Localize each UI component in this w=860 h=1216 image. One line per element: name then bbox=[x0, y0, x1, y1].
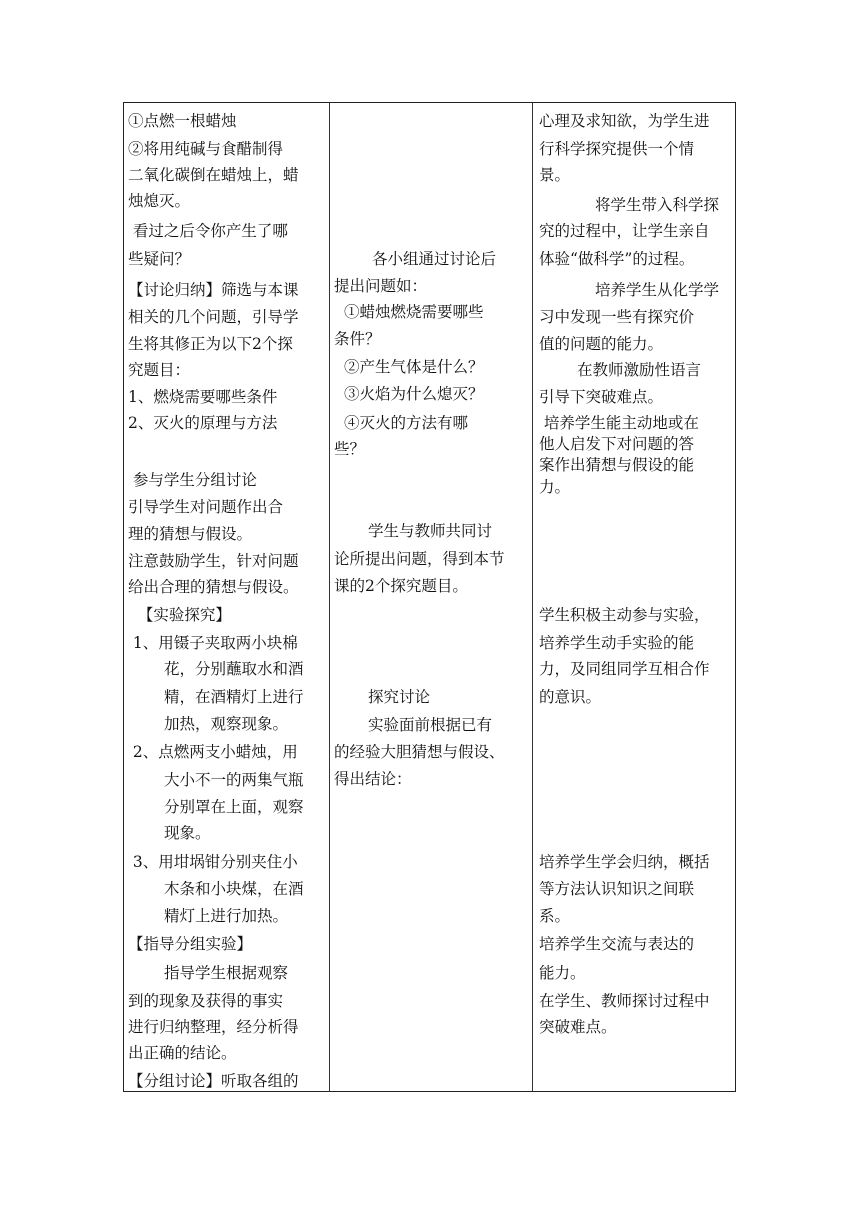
text-line: 力，及同组同学互相合作 bbox=[539, 660, 710, 678]
text-line: 培养学生交流与表达的 bbox=[539, 935, 695, 953]
text-line: 突破难点。 bbox=[539, 1018, 617, 1036]
text-line: 案作出猜想与假设的能 bbox=[539, 456, 695, 474]
text-line: 引导下突破难点。 bbox=[539, 388, 664, 406]
text-line: 他人启发下对问题的答 bbox=[539, 435, 695, 453]
text-line: 学生与教师共同讨 bbox=[368, 522, 493, 540]
text-line: 【实验探究】 bbox=[128, 606, 231, 624]
text-line: 木条和小块煤，在酒 bbox=[164, 880, 304, 898]
text-line: 加热，观察现象。 bbox=[164, 715, 289, 733]
text-line: 理的猜想与假设。 bbox=[128, 525, 253, 543]
text-line: 引导学生对问题作出合 bbox=[128, 498, 284, 516]
text-line: 能力。 bbox=[539, 964, 586, 982]
text-line: 给出合理的猜想与假设。 bbox=[128, 578, 299, 596]
text-line: 些疑问？ bbox=[128, 250, 191, 268]
text-line: ③火焰为什么熄灭？ bbox=[344, 385, 484, 403]
text-line: 到的现象及获得的事实 bbox=[128, 992, 284, 1010]
text-line: 课的2个探究题目。 bbox=[334, 577, 468, 595]
text-line: 2、点燃两支小蜡烛，用 bbox=[128, 743, 298, 761]
text-line: 培养学生学会归纳，概括 bbox=[539, 853, 710, 871]
text-line: ④灭火的方法有哪 bbox=[344, 414, 469, 432]
text-line: 将学生带入科学探 bbox=[595, 196, 720, 214]
text-line: 1、用镊子夹取两小块棉 bbox=[128, 634, 298, 652]
text-line: 指导学生根据观察 bbox=[164, 964, 289, 982]
lesson-plan-table bbox=[123, 102, 736, 1092]
text-line: 培养学生能主动地或在 bbox=[539, 414, 699, 432]
text-line: 等方法认识知识之间联 bbox=[539, 880, 695, 898]
text-line: 习中发现一些有探究价 bbox=[539, 308, 695, 326]
text-line: 3、用坩埚钳分别夹住小 bbox=[128, 853, 298, 871]
text-line: 1、燃烧需要哪些条件 bbox=[128, 388, 278, 406]
text-line: 【讨论归纳】筛选与本课 bbox=[128, 281, 299, 299]
text-line: 花，分别蘸取水和酒 bbox=[164, 660, 304, 678]
text-line: 出正确的结论。 bbox=[128, 1044, 237, 1062]
text-line: 景。 bbox=[539, 166, 571, 184]
text-line: 进行归纳整理，经分析得 bbox=[128, 1018, 299, 1036]
text-line: 的意识。 bbox=[539, 688, 602, 706]
text-line: 力。 bbox=[539, 478, 571, 496]
text-line: ①蜡烛燃烧需要哪些 bbox=[344, 303, 484, 321]
text-line: 精灯上进行加热。 bbox=[164, 907, 289, 925]
text-line: 值的问题的能力。 bbox=[539, 335, 664, 353]
text-line: 行科学探究提供一个情 bbox=[539, 140, 695, 158]
column-divider-2 bbox=[532, 103, 533, 1091]
text-line: 2、灭火的原理与方法 bbox=[128, 414, 278, 432]
text-line: ②将用纯碱与食醋制得 bbox=[128, 140, 284, 158]
text-line: 学生积极主动参与实验， bbox=[539, 606, 710, 624]
text-line: 生将其修正为以下2个探 bbox=[128, 335, 293, 353]
text-line: 提出问题如： bbox=[334, 277, 428, 295]
text-line: 培养学生从化学学 bbox=[595, 281, 720, 299]
text-line: ①点燃一根蜡烛 bbox=[128, 112, 237, 130]
text-line: 看过之后令你产生了哪 bbox=[128, 222, 288, 240]
text-line: 的经验大胆猜想与假设、 bbox=[334, 743, 505, 761]
text-line: 在学生、教师探讨过程中 bbox=[539, 992, 710, 1010]
text-line: 得出结论： bbox=[334, 770, 412, 788]
column-divider-1 bbox=[329, 103, 330, 1091]
text-line: 实验面前根据已有 bbox=[368, 716, 493, 734]
text-line: 大小不一的两集气瓶 bbox=[164, 771, 304, 789]
text-line: 参与学生分组讨论 bbox=[128, 471, 257, 489]
text-line: 相关的几个问题，引导学 bbox=[128, 308, 299, 326]
text-line: ②产生气体是什么？ bbox=[344, 358, 484, 376]
text-line: 探究讨论 bbox=[368, 688, 431, 706]
text-line: 注意鼓励学生，针对问题 bbox=[128, 552, 299, 570]
text-line: 究题目： bbox=[128, 361, 191, 379]
text-line: 系。 bbox=[539, 907, 571, 925]
text-line: 烛熄灭。 bbox=[128, 192, 191, 210]
text-line: 二氧化碳倒在蜡烛上，蜡 bbox=[128, 166, 299, 184]
text-line: 现象。 bbox=[164, 824, 211, 842]
text-line: 分别罩在上面，观察 bbox=[164, 798, 304, 816]
text-line: 条件？ bbox=[334, 330, 381, 348]
text-line: 心理及求知欲，为学生进 bbox=[539, 112, 710, 130]
text-line: 培养学生动手实验的能 bbox=[539, 634, 695, 652]
text-line: 精，在酒精灯上进行 bbox=[164, 688, 304, 706]
text-line: 【指导分组实验】 bbox=[128, 935, 253, 953]
text-line: 论所提出问题，得到本节 bbox=[334, 550, 505, 568]
text-line: 在教师激励性语言 bbox=[577, 361, 702, 379]
text-line: 究的过程中，让学生亲自 bbox=[539, 222, 710, 240]
text-line: 各小组通过讨论后 bbox=[372, 250, 497, 268]
text-line: 体验“做科学”的过程。 bbox=[539, 250, 695, 268]
text-line: 【分组讨论】听取各组的 bbox=[128, 1072, 299, 1090]
text-line: 些？ bbox=[334, 440, 366, 458]
